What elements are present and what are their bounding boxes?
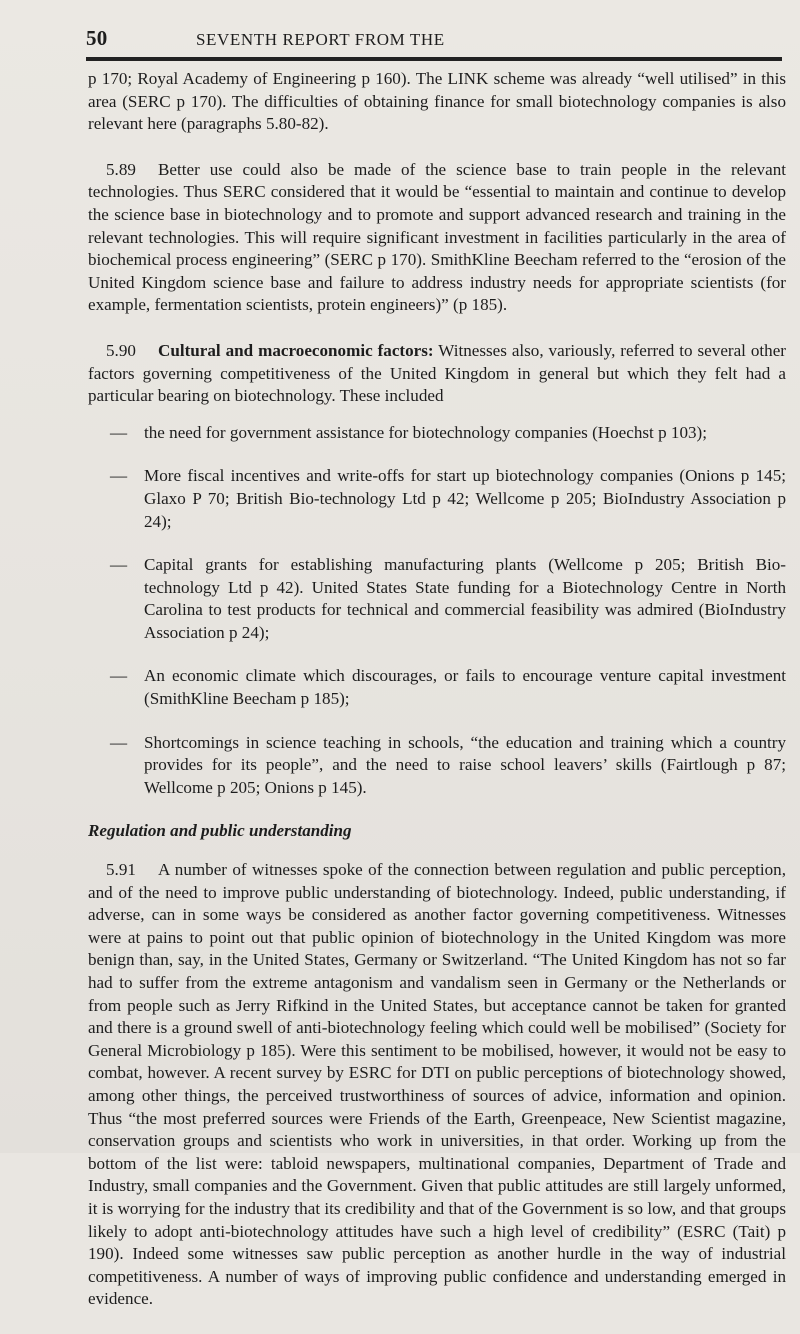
list-item [88, 732, 786, 800]
paragraph-text: A number of witnesses spoke of the connection between regulation and public perception, and of the need to improve public understanding of biotechnology. Indeed, public understanding, if adverse, can in some ways be considered as another factor governing competitiveness. Witnesses were at pains to point out that public opinion of biotechnology in the United Kingdom was more benign than, say, in the United States, Germany or Switzerland. “The United Kingdom has not so far had to suffer from the extreme antagonism and vandalism seen in Germany or the Netherlands or from people such as Jerry Rifkind in the United States, but acceptance cannot be taken for granted and there is a ground swell of anti-biotechnology feeling which could well be mobilised” (Society for General Microbiology p 185). Were this sentiment to be mobilised, however, it would not be easy to combat, however. A recent survey by ESRC for DTI on public perceptions of biotechnology showed, among other things, the perceived trustworthiness of sources of advice, information and opinion. Thus “the most preferred sources were Friends of the Earth, Greenpeace, New Scientist magazine, conservation groups and scientists who work in universities, in that order. Working up from the bottom of the list were: tabloid newspapers, multinational companies, Department of Trade and Industry, small companies and the Government. Given that public attitudes are still largely unformed, it is worrying for the industry that its credibility and that of the Government is so low, and that groups likely to adopt anti-biotechnology attitudes have such a high level of credibility” (ESRC (Tait) p 190). Indeed some witnesses saw public perception as another hurdle in the way of industrial competitiveness. A number of ways of improving public confidence and understanding emerged in evidence. [88, 860, 786, 1309]
list-item-text: An economic climate which discourages, or fails to encourage venture capital investment (SmithKline Beecham p 185); [144, 666, 786, 709]
paragraph-number: 5.91 [106, 860, 136, 880]
list-item [88, 665, 786, 710]
paragraph-text: Witnesses also, variously, referred to several other factors governing competitiveness of the United Kingdom in general but which they felt had a particular bearing on biotechnology. These included [88, 340, 786, 406]
dash-marker: — [110, 555, 128, 575]
list-item [88, 465, 786, 533]
paragraph-text: Better use could also be made of the science base to train people in the relevant technologies. Thus SERC considered that it would be “essential to maintain and continue to develop the science base in biotechnology and to promote and support advanced research and training in the relevant technologies. This will require significant investment in facilities particularly in the area of biochemical process engineering” (SERC p 170). SmithKline Beecham referred to the “erosion of the United Kingdom science base and failure to address industry needs for appropriate scientists (for example, fermentation scientists, protein engineers)” (p 185). [88, 159, 786, 315]
paragraph-5-91 [88, 859, 786, 1311]
dash-marker: — [110, 732, 128, 752]
header-rule [86, 57, 782, 61]
body-text [88, 68, 786, 1334]
paragraph-5-90 [88, 340, 786, 408]
paragraph-number: 5.90 [106, 340, 136, 360]
paragraph-continued: p 170; Royal Academy of Engineering p 160). The LINK scheme was already “well utilised” in this area (SERC p 170). The difficulties of obtaining finance for small biotechnology companies is also relevant here (paragraphs 5.80-82). [88, 69, 786, 134]
paragraph-number: 5.89 [106, 159, 136, 179]
page-number: 50 [86, 26, 108, 50]
page-header [86, 26, 786, 54]
factor-list [88, 422, 786, 800]
list-item [88, 422, 786, 445]
list-item [88, 554, 786, 644]
list-item-text: Capital grants for establishing manufacturing plants (Wellcome p 205; British Bio-technology Ltd p 42). United States State funding for a Biotechnology Centre in North Carolina to test products for technical and commercial feasibility was admired (BioIndustry Association p 24); [144, 555, 786, 642]
list-item-text: Shortcomings in science teaching in schools, “the education and training which a country provides for its people”, and the need to raise school leavers’ skills (Fairtlough p 87; Wellcome p 205; Onions p 145). [144, 732, 786, 797]
dash-marker: — [110, 422, 128, 442]
dash-marker: — [110, 666, 128, 686]
dash-marker: — [110, 466, 128, 486]
list-item-text: the need for government assistance for biotechnology companies (Hoechst p 103); [144, 422, 707, 442]
section-subheading: Regulation and public understanding [88, 821, 352, 841]
paragraph-5-89 [88, 159, 786, 317]
list-item-text: More fiscal incentives and write-offs for start up biotechnology companies (Onions p 145; Glaxo P 70; British Bio-technology Ltd p 42; Wellcome p 205; BioIndustry Association p 24); [144, 466, 786, 531]
paragraph-heading: Cultural and macroeconomic factors: [158, 340, 434, 360]
running-title: SEVENTH REPORT FROM THE [196, 30, 445, 49]
